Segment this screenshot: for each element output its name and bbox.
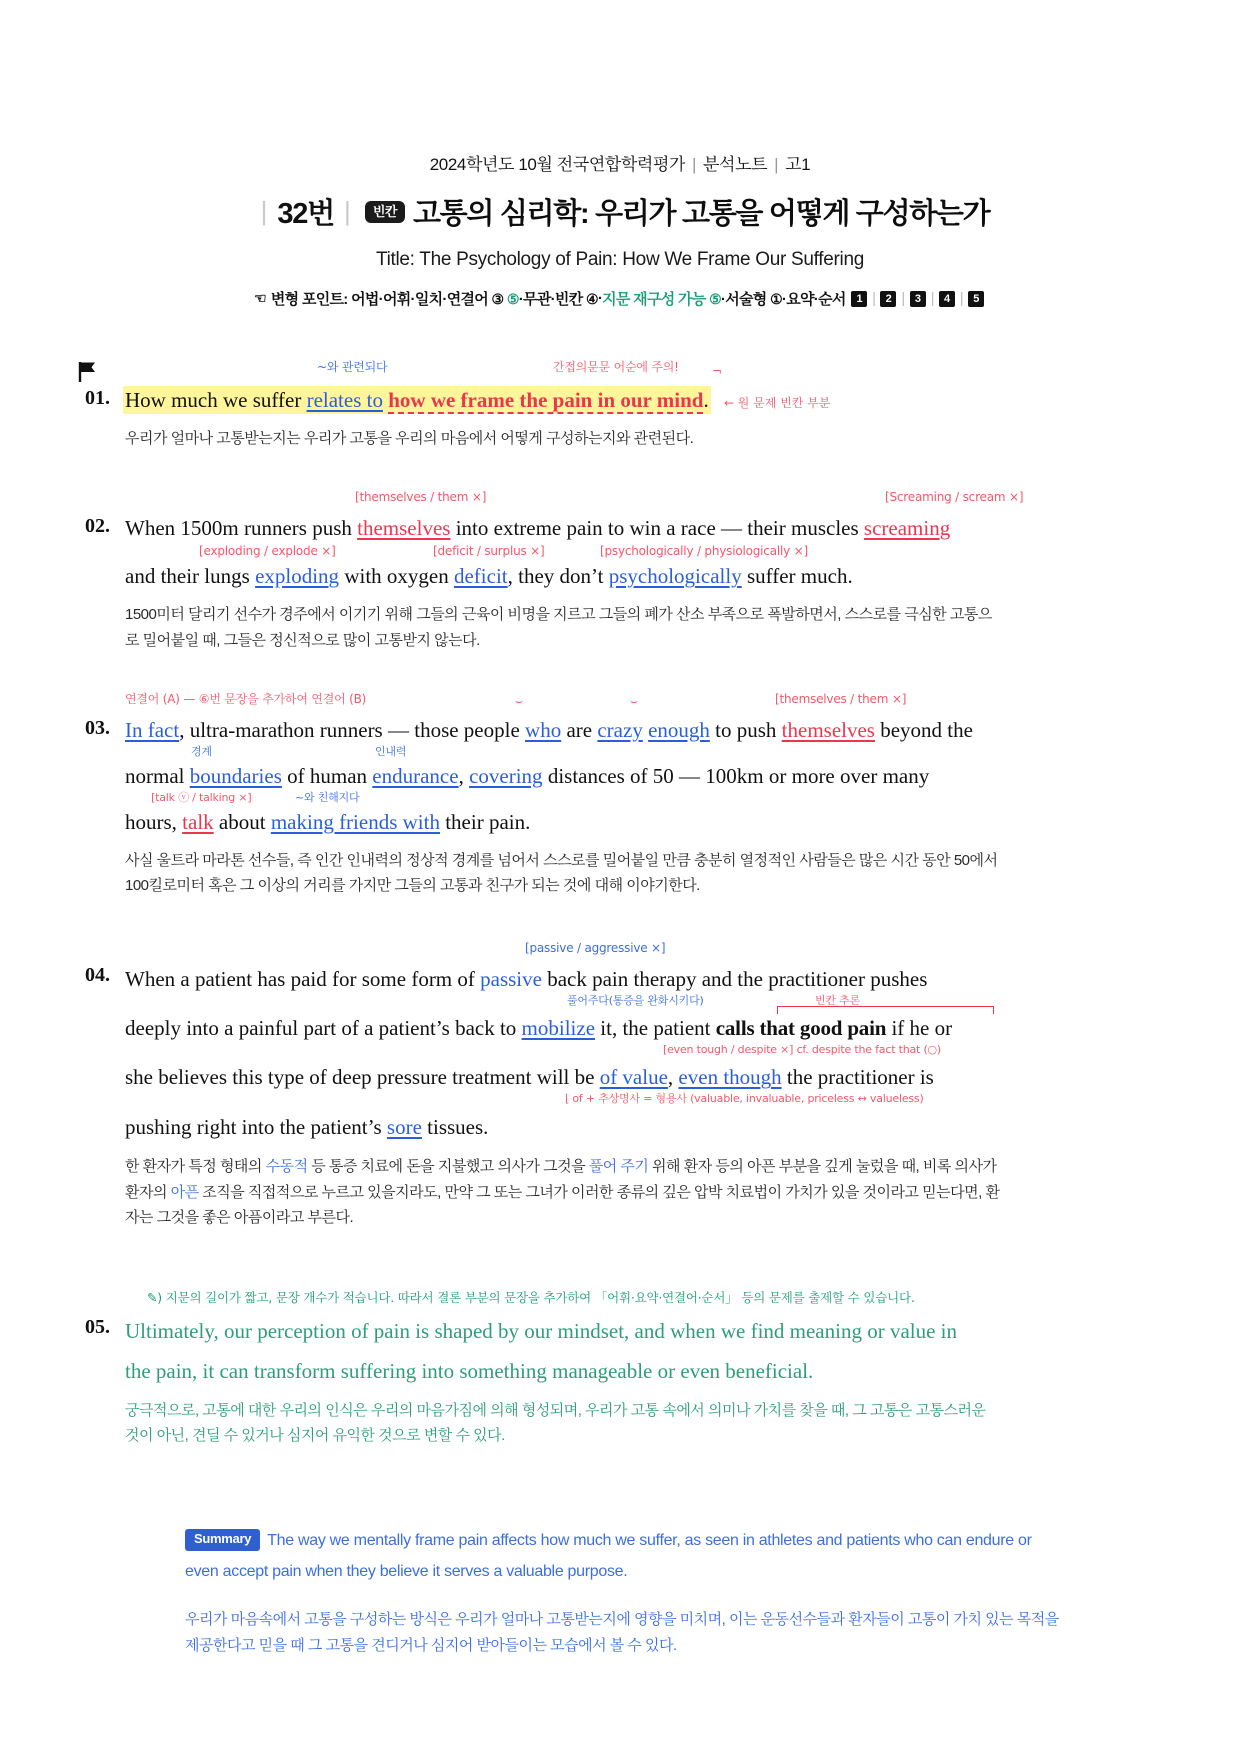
sent03-making-friends: making friends with: [270, 809, 440, 834]
square-badge-3: 3: [910, 291, 926, 307]
annotation-02-screaming: [Screaming / scream ×]: [885, 490, 1024, 505]
sentence-english-04-line4: [125, 1110, 1140, 1144]
page-title: 고통의 심리학: 우리가 고통을 어떻게 구성하는가: [412, 198, 990, 230]
annotation-03-themselves: [themselves / them ×]: [775, 691, 907, 706]
highlight-span-01: [125, 388, 709, 412]
content-body: [0, 359, 1240, 1660]
sentence-english-04: [125, 962, 1140, 1144]
ko04-passive: 수동적: [265, 1158, 308, 1176]
sentence-english-04-line1: [125, 962, 1140, 996]
question-type-chip: 빈칸: [365, 201, 405, 223]
annotation-04-of-abstract-noun: ⌊ of + 추상명사 = 형용사 (valuable, invaluable, priceless ↔ valueless): [565, 1092, 924, 1106]
ko04-a: 한 환자가 특정 형태의: [125, 1158, 266, 1176]
sent03-covering: covering: [469, 763, 543, 788]
sentence-item-02: [85, 491, 1140, 653]
annotation-03-talk: [talk ⓥ / talking ×]: [151, 790, 252, 804]
sent02-l2e: , they don’t: [507, 564, 609, 589]
sentence-english-05-line2: the pain, it can transform suffering into something manageable or even beneficial.: [125, 1359, 814, 1384]
sentence-english-05: [125, 1314, 1140, 1388]
sent03-boundaries: boundaries: [189, 763, 282, 788]
sent04-sore: sore: [386, 1115, 422, 1140]
sent03-l1j: beyond the: [874, 717, 973, 742]
title-divider-left: |: [260, 196, 268, 226]
sentence-korean-05: 궁극적으로, 고통에 대한 우리의 인식은 우리의 마음가짐에 의해 형성되며, 우리가 고통 속에서 의미나 가치를 찾을 때, 그 고통은 고통스러운 것이 아닌, 견딜 수 있거나 심지어 유익한 것으로 변할 수 있다.: [125, 1402, 986, 1445]
annotation-02-exploding: [exploding / explode ×]: [199, 544, 336, 559]
sent04-passive: passive: [480, 967, 542, 992]
sentence-english-05-line1: Ultimately, our perception of pain is shaped by our mindset, and when we find meaning or value in: [125, 1319, 958, 1344]
sent02-l2c: with oxygen: [339, 564, 454, 589]
points-group-5: ·요약·순서: [781, 291, 846, 308]
sent01-relates-to: relates to: [306, 388, 383, 412]
sentence-english-03-line1: [125, 715, 1140, 746]
square-sep-3: |: [930, 290, 934, 307]
kicker-separator-1: |: [692, 155, 697, 174]
square-badge-4: 4: [939, 291, 955, 307]
sentence-english-01: [125, 385, 1140, 416]
summary-block: [185, 1526, 1065, 1659]
sent02-l1a: When 1500m runners push: [125, 516, 358, 541]
sent03-talk: talk: [182, 809, 214, 834]
sent02-exploding: exploding: [255, 564, 340, 589]
sentence-english-02-line2: [125, 561, 1140, 592]
annotation-02-themselves: [themselves / them ×]: [355, 490, 487, 505]
header-kicker: [0, 150, 1240, 175]
sent02-themselves: themselves: [357, 516, 451, 541]
sent04-l4c: tissues.: [421, 1115, 489, 1140]
ko04-sore: 아픈: [170, 1183, 199, 1201]
sent03-themselves: themselves: [781, 717, 875, 742]
header-title-row: [0, 191, 1240, 232]
sentence-item-01: [85, 359, 1140, 451]
points-group-4: ·서술형: [720, 291, 767, 308]
points-group-2: ·무관·빈칸: [518, 291, 583, 308]
sent04-calls-good-pain: calls that good pain: [715, 1016, 887, 1041]
points-label: 변형 포인트:: [270, 291, 348, 308]
sent03-l1h: to push: [709, 717, 782, 742]
annotation-01-red-hook: ¬: [712, 364, 722, 378]
summary-korean: 우리가 마음속에서 고통을 구성하는 방식은 우리가 얼마나 고통받는지에 영향을 미치며, 이는 운동선수들과 환자들이 고통이 가치 있는 목적을 제공한다고 믿을 때 그 고통을 견디거나 심지어 받아들이는 모습에서 볼 수 있다.: [185, 1611, 1059, 1655]
annotation-02-deficit: [deficit / surplus ×]: [433, 544, 545, 559]
sentence-item-04: [85, 942, 1140, 1230]
sentence-korean-03: 사실 울트라 마라톤 선수들, 즉 인간 인내력의 정상적 경계를 넘어서 스스로를 밀어붙일 만큼 충분히 열정적인 사람들은 많은 시간 동안 50에서 100킬로미터 혹은 그 이상의 거리를 가지만 그들의 고통과 친구가 되는 것에 대해 이야기한다.: [125, 852, 998, 895]
annotation-01-side: ← 원 문제 빈칸 부분: [723, 396, 831, 410]
annotation-03-arc-left: ⌣: [515, 693, 523, 708]
sentence-english-03: [125, 715, 1140, 838]
sentence-item-03: [85, 693, 1140, 899]
sent04-l2e: if he or: [886, 1016, 953, 1041]
circled-number-1: ①: [770, 290, 782, 307]
sent04-even-though: even though: [678, 1065, 782, 1090]
summary-english: The way we mentally frame pain affects how much we suffer, as seen in athletes and patients who can endure or even accept pain when they believe it serves a valuable purpose.: [185, 1532, 1032, 1580]
circled-number-5a: ⑤: [506, 290, 519, 307]
sent04-l3e: the practitioner is: [781, 1065, 934, 1090]
annotation-01-red: 간접의문문 어순에 주의!: [553, 360, 679, 374]
square-badge-2: 2: [880, 291, 896, 307]
circled-number-4: ④: [585, 290, 598, 307]
annotation-03-boundaries-gloss: 경계: [191, 744, 212, 758]
sent04-l3c: ,: [667, 1065, 679, 1090]
brace-blank-inference: [777, 1006, 994, 1014]
sent03-l2g: distances of 50 — 100km or more over many: [542, 763, 930, 788]
sentence-korean-01: 우리가 얼마나 고통받는지는 우리가 고통을 우리의 마음에서 어떻게 구성하는지와 관련된다.: [125, 430, 694, 448]
ko04-c: 등 통증 치료에 돈을 지불했고 의사가 그것을: [307, 1158, 589, 1176]
annotation-04-even-though: [even tough / despite ×] cf. despite the fact that (○): [663, 1043, 942, 1057]
page-subtitle: Title: The Psychology of Pain: How We Frame Our Suffering: [375, 249, 865, 270]
points-dot-1: ·: [597, 290, 603, 307]
summary-english-row: [185, 1526, 1065, 1587]
grade-level: 고1: [785, 155, 811, 174]
item-number-01: 01.: [85, 387, 110, 409]
teacher-note-05-text: 지문의 길이가 짧고, 문장 개수가 적습니다. 따라서 결론 부분의 문장을 추가하여 「어휘·요약·연결어·순서」 등의 문제를 출제할 수 있습니다.: [165, 1290, 915, 1306]
exam-name: 2024학년도 10월 전국연합학력평가: [429, 155, 685, 174]
circled-number-5b: ⑤: [709, 290, 721, 307]
sent01-blank-answer: how we frame the pain in our mind: [388, 388, 704, 412]
square-badge-5: 5: [968, 291, 984, 307]
summary-badge: Summary: [185, 1529, 260, 1551]
item-number-02: 02.: [85, 515, 110, 538]
sentence-korean-04: [125, 1154, 1000, 1230]
circled-number-3: ③: [491, 290, 504, 307]
sent04-l2a: deeply into a painful part of a patient’s back to: [125, 1016, 522, 1041]
sent02-screaming: screaming: [863, 516, 951, 541]
annotation-01-blue: ~와 관련되다: [317, 360, 388, 374]
item-number-03: 03.: [85, 716, 110, 739]
sent01-period: .: [703, 388, 709, 412]
sent03-l1b: , ultra-marathon runners — those people: [179, 717, 526, 742]
item-number-05: 05.: [85, 1316, 110, 1339]
pointing-hand-icon: ☜: [254, 290, 266, 306]
page-header: [0, 0, 1240, 309]
ko04-g: 조직을 직접적으로 누르고 있을지라도, 만약 그 또는 그녀가 이러한 종류의 깊은 압박 치료법이 가치가 있을 것이라고 믿는다면, 환자는 그것을 좋은 아픔이라고 부른다.: [125, 1183, 1000, 1226]
sent02-l1c: into extreme pain to win a race — their muscles: [450, 516, 864, 541]
square-sep-4: |: [959, 290, 963, 307]
sent03-l2a: normal: [125, 763, 190, 788]
sent03-crazy: crazy: [597, 717, 643, 742]
sentence-item-05: [85, 1288, 1140, 1448]
sent02-l2g: suffer much.: [741, 564, 853, 589]
annotation-03-connector: 연결어 (A) — ⑥번 문장을 추가하여 연결어 (B): [125, 691, 367, 706]
transformation-points: [0, 288, 1240, 309]
annotation-02-psychologically: [psychologically / physiologically ×]: [600, 544, 808, 559]
sent01-part1: How much we suffer: [125, 388, 307, 412]
sent04-mobilize: mobilize: [521, 1016, 596, 1041]
sentence-korean-02: 1500미터 달리기 선수가 경주에서 이기기 위해 그들의 근육이 비명을 지르고 그들의 폐가 산소 부족으로 폭발하면서, 스스로를 극심한 고통으로 밀어붙일 때, 그들은 정신적으로 많이 고통받지 않는다.: [125, 606, 992, 649]
sent03-l3c: about: [213, 809, 271, 834]
sent03-l3e: their pain.: [439, 809, 531, 834]
title-divider-mid: |: [344, 196, 351, 226]
ko04-mobilize: 풀어 주기: [588, 1158, 649, 1176]
sent03-endurance: endurance: [372, 763, 459, 788]
points-group-1: 어법·어휘·일치·연결어: [351, 291, 489, 308]
teacher-note-05: ✎) 지문의 길이가 짧고, 문장 개수가 적습니다. 따라서 결론 부분의 문장을 추가하여 「어휘·요약·연결어·순서」 등의 문제를 출제할 수 있습니다.: [147, 1290, 915, 1306]
sentence-english-02: [125, 513, 1140, 592]
sent03-l1d: are: [561, 717, 598, 742]
annotation-03-befriend-gloss: ~와 친해지다: [295, 790, 360, 804]
sent02-psychologically: psychologically: [608, 564, 742, 589]
square-sep-1: |: [872, 290, 876, 307]
annotation-04-blank-inference: 빈칸 추론: [815, 994, 861, 1008]
sent04-l1c: back pain therapy and the practitioner pushes: [541, 967, 928, 992]
sent03-infact: In fact: [125, 717, 180, 742]
sentence-english-04-line2: [125, 1011, 1140, 1045]
annotation-03-arc-right: ⌣: [630, 693, 638, 708]
annotation-03-endurance-gloss: 인내력: [375, 744, 407, 758]
points-green-note: 지문 재구성 가능: [602, 291, 706, 308]
square-sep-2: |: [901, 290, 905, 307]
annotation-04-passive: [passive / aggressive ×]: [525, 941, 666, 956]
sent03-who: who: [525, 717, 562, 742]
item-number-04: 04.: [85, 964, 110, 987]
question-number: 32번: [277, 198, 335, 230]
sent04-l1a: When a patient has paid for some form of: [125, 967, 481, 992]
sent04-l2c: it, the patient: [595, 1016, 716, 1041]
sent03-l2c: of human: [281, 763, 373, 788]
square-badge-1: 1: [851, 291, 867, 307]
sent03-enough: enough: [648, 717, 710, 742]
annotation-04-mobilize-gloss: 풀어주다(통증을 완화시키다): [567, 994, 704, 1008]
sent04-l3a: she believes this type of deep pressure treatment will be: [125, 1065, 600, 1090]
sent03-l3a: hours,: [125, 809, 183, 834]
sentence-english-03-line2: [125, 761, 1140, 792]
sent02-deficit: deficit: [453, 564, 508, 589]
sent03-l2e: ,: [458, 763, 470, 788]
sent04-l4a: pushing right into the patient’s: [125, 1115, 387, 1140]
sent04-of-value: of value: [599, 1065, 668, 1090]
sentence-english-03-line3: [125, 807, 1140, 838]
annotation-04-of-abstract-noun-text: of + 추상명사 = 형용사 (valuable, invaluable, priceless ↔ valueless): [572, 1092, 924, 1106]
sent02-l2a: and their lungs: [125, 564, 256, 589]
doc-type: 분석노트: [703, 155, 768, 174]
sentence-english-04-line3: [125, 1060, 1140, 1094]
kicker-separator-2: |: [774, 155, 779, 174]
ko04-e: 위해 환자 등의 아픈 부분을 깊게 눌렀을 때, 비록 의사가 환자의: [125, 1158, 997, 1201]
